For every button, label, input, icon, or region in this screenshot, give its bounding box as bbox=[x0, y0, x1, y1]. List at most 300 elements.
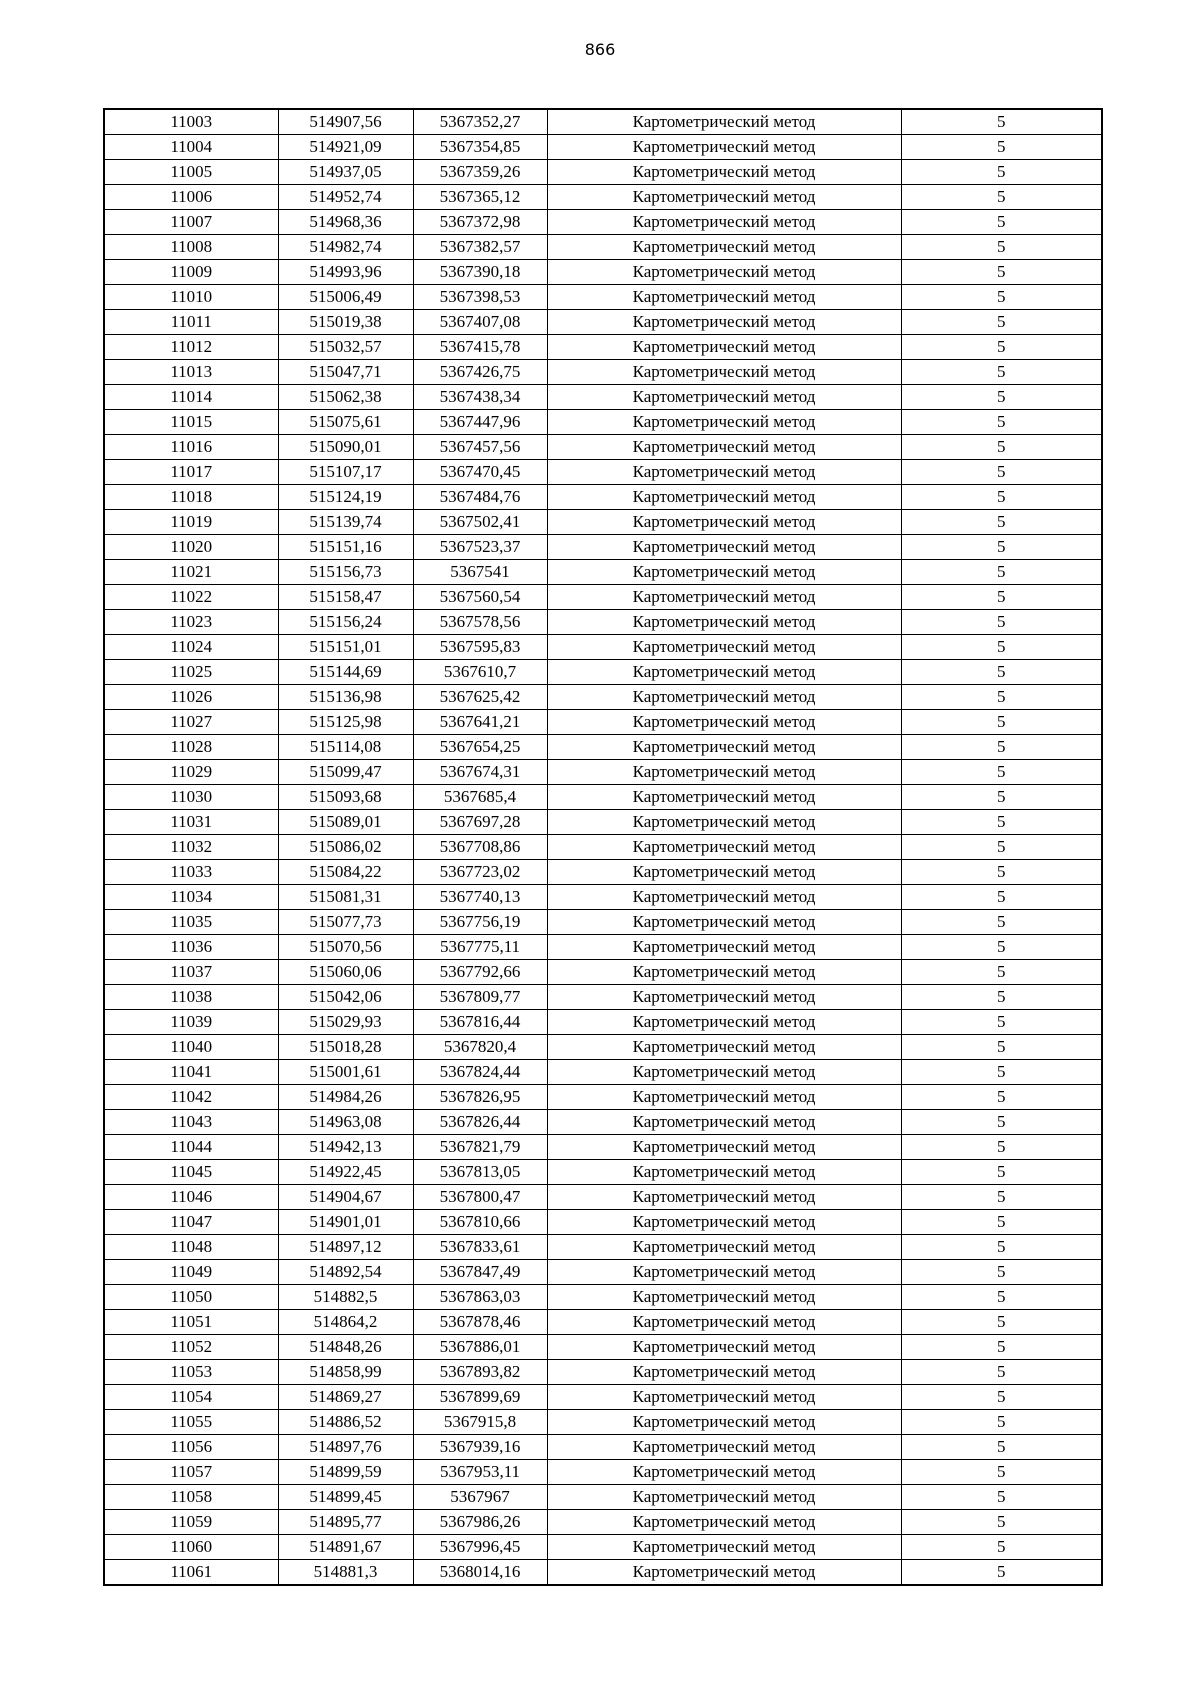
y-coordinate-cell: 5367407,08 bbox=[413, 310, 547, 335]
method-cell: Картометрический метод bbox=[547, 1385, 901, 1410]
y-coordinate-cell: 5367967 bbox=[413, 1485, 547, 1510]
accuracy-cell: 5 bbox=[901, 1335, 1102, 1360]
method-cell: Картометрический метод bbox=[547, 1110, 901, 1135]
table-row bbox=[104, 1010, 1102, 1035]
y-coordinate-cell: 5367438,34 bbox=[413, 385, 547, 410]
accuracy-cell: 5 bbox=[901, 810, 1102, 835]
y-coordinate-cell: 5367484,76 bbox=[413, 485, 547, 510]
accuracy-cell: 5 bbox=[901, 310, 1102, 335]
x-coordinate-cell: 514901,01 bbox=[278, 1210, 413, 1235]
x-coordinate-cell: 515151,01 bbox=[278, 635, 413, 660]
accuracy-cell: 5 bbox=[901, 1010, 1102, 1035]
y-coordinate-cell: 5367996,45 bbox=[413, 1535, 547, 1560]
table-row bbox=[104, 160, 1102, 185]
y-coordinate-cell: 5367654,25 bbox=[413, 735, 547, 760]
table-row bbox=[104, 1235, 1102, 1260]
x-coordinate-cell: 514904,67 bbox=[278, 1185, 413, 1210]
method-cell: Картометрический метод bbox=[547, 1260, 901, 1285]
x-coordinate-cell: 514864,2 bbox=[278, 1310, 413, 1335]
x-coordinate-cell: 514895,77 bbox=[278, 1510, 413, 1535]
y-coordinate-cell: 5367641,21 bbox=[413, 710, 547, 735]
x-coordinate-cell: 514993,96 bbox=[278, 260, 413, 285]
method-cell: Картометрический метод bbox=[547, 1485, 901, 1510]
method-cell: Картометрический метод bbox=[547, 885, 901, 910]
y-coordinate-cell: 5367810,66 bbox=[413, 1210, 547, 1235]
point-number-cell: 11022 bbox=[104, 585, 278, 610]
point-number-cell: 11014 bbox=[104, 385, 278, 410]
y-coordinate-cell: 5367382,57 bbox=[413, 235, 547, 260]
x-coordinate-cell: 514858,99 bbox=[278, 1360, 413, 1385]
table-row bbox=[104, 635, 1102, 660]
point-number-cell: 11059 bbox=[104, 1510, 278, 1535]
table-row bbox=[104, 685, 1102, 710]
x-coordinate-cell: 515070,56 bbox=[278, 935, 413, 960]
table-row bbox=[104, 385, 1102, 410]
point-number-cell: 11047 bbox=[104, 1210, 278, 1235]
method-cell: Картометрический метод bbox=[547, 685, 901, 710]
x-coordinate-cell: 514899,59 bbox=[278, 1460, 413, 1485]
table-row bbox=[104, 1485, 1102, 1510]
method-cell: Картометрический метод bbox=[547, 935, 901, 960]
y-coordinate-cell: 5367365,12 bbox=[413, 185, 547, 210]
accuracy-cell: 5 bbox=[901, 1510, 1102, 1535]
method-cell: Картометрический метод bbox=[547, 1085, 901, 1110]
method-cell: Картометрический метод bbox=[547, 835, 901, 860]
table-row bbox=[104, 735, 1102, 760]
x-coordinate-cell: 515047,71 bbox=[278, 360, 413, 385]
table-row bbox=[104, 1385, 1102, 1410]
point-number-cell: 11060 bbox=[104, 1535, 278, 1560]
point-number-cell: 11017 bbox=[104, 460, 278, 485]
point-number-cell: 11039 bbox=[104, 1010, 278, 1035]
accuracy-cell: 5 bbox=[901, 1385, 1102, 1410]
y-coordinate-cell: 5367595,83 bbox=[413, 635, 547, 660]
method-cell: Картометрический метод bbox=[547, 1185, 901, 1210]
method-cell: Картометрический метод bbox=[547, 160, 901, 185]
y-coordinate-cell: 5367740,13 bbox=[413, 885, 547, 910]
method-cell: Картометрический метод bbox=[547, 910, 901, 935]
point-number-cell: 11024 bbox=[104, 635, 278, 660]
y-coordinate-cell: 5367939,16 bbox=[413, 1435, 547, 1460]
y-coordinate-cell: 5367372,98 bbox=[413, 210, 547, 235]
method-cell: Картометрический метод bbox=[547, 1035, 901, 1060]
table-row bbox=[104, 1410, 1102, 1435]
y-coordinate-cell: 5367820,4 bbox=[413, 1035, 547, 1060]
accuracy-cell: 5 bbox=[901, 710, 1102, 735]
x-coordinate-cell: 514882,5 bbox=[278, 1285, 413, 1310]
accuracy-cell: 5 bbox=[901, 160, 1102, 185]
accuracy-cell: 5 bbox=[901, 1560, 1102, 1586]
y-coordinate-cell: 5367697,28 bbox=[413, 810, 547, 835]
y-coordinate-cell: 5367775,11 bbox=[413, 935, 547, 960]
x-coordinate-cell: 515042,06 bbox=[278, 985, 413, 1010]
point-number-cell: 11031 bbox=[104, 810, 278, 835]
table-row bbox=[104, 210, 1102, 235]
x-coordinate-cell: 514937,05 bbox=[278, 160, 413, 185]
accuracy-cell: 5 bbox=[901, 985, 1102, 1010]
point-number-cell: 11013 bbox=[104, 360, 278, 385]
x-coordinate-cell: 514942,13 bbox=[278, 1135, 413, 1160]
x-coordinate-cell: 515156,24 bbox=[278, 610, 413, 635]
x-coordinate-cell: 515093,68 bbox=[278, 785, 413, 810]
table-row bbox=[104, 1110, 1102, 1135]
accuracy-cell: 5 bbox=[901, 1060, 1102, 1085]
y-coordinate-cell: 5367826,44 bbox=[413, 1110, 547, 1135]
point-number-cell: 11018 bbox=[104, 485, 278, 510]
x-coordinate-cell: 515060,06 bbox=[278, 960, 413, 985]
y-coordinate-cell: 5367390,18 bbox=[413, 260, 547, 285]
point-number-cell: 11007 bbox=[104, 210, 278, 235]
accuracy-cell: 5 bbox=[901, 960, 1102, 985]
point-number-cell: 11029 bbox=[104, 760, 278, 785]
x-coordinate-cell: 515114,08 bbox=[278, 735, 413, 760]
method-cell: Картометрический метод bbox=[547, 660, 901, 685]
method-cell: Картометрический метод bbox=[547, 610, 901, 635]
table-row bbox=[104, 1560, 1102, 1586]
y-coordinate-cell: 5367986,26 bbox=[413, 1510, 547, 1535]
x-coordinate-cell: 514907,56 bbox=[278, 109, 413, 135]
x-coordinate-cell: 515151,16 bbox=[278, 535, 413, 560]
point-number-cell: 11019 bbox=[104, 510, 278, 535]
table-row bbox=[104, 1260, 1102, 1285]
y-coordinate-cell: 5367800,47 bbox=[413, 1185, 547, 1210]
x-coordinate-cell: 514848,26 bbox=[278, 1335, 413, 1360]
accuracy-cell: 5 bbox=[901, 660, 1102, 685]
y-coordinate-cell: 5367816,44 bbox=[413, 1010, 547, 1035]
x-coordinate-cell: 514899,45 bbox=[278, 1485, 413, 1510]
method-cell: Картометрический метод bbox=[547, 1010, 901, 1035]
x-coordinate-cell: 514921,09 bbox=[278, 135, 413, 160]
accuracy-cell: 5 bbox=[901, 109, 1102, 135]
x-coordinate-cell: 515158,47 bbox=[278, 585, 413, 610]
table-row bbox=[104, 1060, 1102, 1085]
point-number-cell: 11034 bbox=[104, 885, 278, 910]
accuracy-cell: 5 bbox=[901, 1285, 1102, 1310]
x-coordinate-cell: 514952,74 bbox=[278, 185, 413, 210]
y-coordinate-cell: 5367756,19 bbox=[413, 910, 547, 935]
table-row bbox=[104, 510, 1102, 535]
table-row bbox=[104, 885, 1102, 910]
y-coordinate-cell: 5367578,56 bbox=[413, 610, 547, 635]
y-coordinate-cell: 5367674,31 bbox=[413, 760, 547, 785]
y-coordinate-cell: 5367359,26 bbox=[413, 160, 547, 185]
method-cell: Картометрический метод bbox=[547, 260, 901, 285]
x-coordinate-cell: 515081,31 bbox=[278, 885, 413, 910]
table-row bbox=[104, 1510, 1102, 1535]
y-coordinate-cell: 5367893,82 bbox=[413, 1360, 547, 1385]
x-coordinate-cell: 515075,61 bbox=[278, 410, 413, 435]
accuracy-cell: 5 bbox=[901, 610, 1102, 635]
point-number-cell: 11056 bbox=[104, 1435, 278, 1460]
accuracy-cell: 5 bbox=[901, 585, 1102, 610]
table-row bbox=[104, 1535, 1102, 1560]
x-coordinate-cell: 514897,12 bbox=[278, 1235, 413, 1260]
method-cell: Картометрический метод bbox=[547, 585, 901, 610]
method-cell: Картометрический метод bbox=[547, 310, 901, 335]
x-coordinate-cell: 515107,17 bbox=[278, 460, 413, 485]
y-coordinate-cell: 5367886,01 bbox=[413, 1335, 547, 1360]
method-cell: Картометрический метод bbox=[547, 460, 901, 485]
accuracy-cell: 5 bbox=[901, 735, 1102, 760]
y-coordinate-cell: 5367708,86 bbox=[413, 835, 547, 860]
y-coordinate-cell: 5367523,37 bbox=[413, 535, 547, 560]
table-row bbox=[104, 1360, 1102, 1385]
y-coordinate-cell: 5367878,46 bbox=[413, 1310, 547, 1335]
accuracy-cell: 5 bbox=[901, 885, 1102, 910]
table-row bbox=[104, 1285, 1102, 1310]
method-cell: Картометрический метод bbox=[547, 960, 901, 985]
y-coordinate-cell: 5367824,44 bbox=[413, 1060, 547, 1085]
accuracy-cell: 5 bbox=[901, 1460, 1102, 1485]
point-number-cell: 11008 bbox=[104, 235, 278, 260]
accuracy-cell: 5 bbox=[901, 1435, 1102, 1460]
y-coordinate-cell: 5367625,42 bbox=[413, 685, 547, 710]
accuracy-cell: 5 bbox=[901, 1135, 1102, 1160]
point-number-cell: 11025 bbox=[104, 660, 278, 685]
y-coordinate-cell: 5367447,96 bbox=[413, 410, 547, 435]
accuracy-cell: 5 bbox=[901, 460, 1102, 485]
accuracy-cell: 5 bbox=[901, 935, 1102, 960]
accuracy-cell: 5 bbox=[901, 510, 1102, 535]
y-coordinate-cell: 5367352,27 bbox=[413, 109, 547, 135]
method-cell: Картометрический метод bbox=[547, 635, 901, 660]
x-coordinate-cell: 514881,3 bbox=[278, 1560, 413, 1586]
method-cell: Картометрический метод bbox=[547, 1135, 901, 1160]
method-cell: Картометрический метод bbox=[547, 109, 901, 135]
x-coordinate-cell: 514968,36 bbox=[278, 210, 413, 235]
point-number-cell: 11049 bbox=[104, 1260, 278, 1285]
point-number-cell: 11023 bbox=[104, 610, 278, 635]
point-number-cell: 11010 bbox=[104, 285, 278, 310]
method-cell: Картометрический метод bbox=[547, 385, 901, 410]
x-coordinate-cell: 515089,01 bbox=[278, 810, 413, 835]
method-cell: Картометрический метод bbox=[547, 1210, 901, 1235]
accuracy-cell: 5 bbox=[901, 410, 1102, 435]
point-number-cell: 11032 bbox=[104, 835, 278, 860]
table-row bbox=[104, 1035, 1102, 1060]
x-coordinate-cell: 515125,98 bbox=[278, 710, 413, 735]
point-number-cell: 11041 bbox=[104, 1060, 278, 1085]
y-coordinate-cell: 5367826,95 bbox=[413, 1085, 547, 1110]
y-coordinate-cell: 5367821,79 bbox=[413, 1135, 547, 1160]
table-row bbox=[104, 535, 1102, 560]
table-row bbox=[104, 109, 1102, 135]
point-number-cell: 11009 bbox=[104, 260, 278, 285]
table-row bbox=[104, 1160, 1102, 1185]
accuracy-cell: 5 bbox=[901, 1160, 1102, 1185]
y-coordinate-cell: 5367610,7 bbox=[413, 660, 547, 685]
method-cell: Картометрический метод bbox=[547, 1060, 901, 1085]
point-number-cell: 11016 bbox=[104, 435, 278, 460]
table-row bbox=[104, 1435, 1102, 1460]
point-number-cell: 11061 bbox=[104, 1560, 278, 1586]
point-number-cell: 11051 bbox=[104, 1310, 278, 1335]
point-number-cell: 11054 bbox=[104, 1385, 278, 1410]
accuracy-cell: 5 bbox=[901, 285, 1102, 310]
method-cell: Картометрический метод bbox=[547, 1335, 901, 1360]
y-coordinate-cell: 5367809,77 bbox=[413, 985, 547, 1010]
x-coordinate-cell: 515032,57 bbox=[278, 335, 413, 360]
y-coordinate-cell: 5367863,03 bbox=[413, 1285, 547, 1310]
table-row bbox=[104, 985, 1102, 1010]
x-coordinate-cell: 515006,49 bbox=[278, 285, 413, 310]
method-cell: Картометрический метод bbox=[547, 1460, 901, 1485]
accuracy-cell: 5 bbox=[901, 435, 1102, 460]
y-coordinate-cell: 5367899,69 bbox=[413, 1385, 547, 1410]
method-cell: Картометрический метод bbox=[547, 1560, 901, 1586]
coordinates-table-body bbox=[104, 109, 1102, 1585]
table-row bbox=[104, 310, 1102, 335]
point-number-cell: 11004 bbox=[104, 135, 278, 160]
point-number-cell: 11006 bbox=[104, 185, 278, 210]
table-row bbox=[104, 835, 1102, 860]
table-row bbox=[104, 360, 1102, 385]
accuracy-cell: 5 bbox=[901, 535, 1102, 560]
point-number-cell: 11045 bbox=[104, 1160, 278, 1185]
point-number-cell: 11028 bbox=[104, 735, 278, 760]
table-row bbox=[104, 260, 1102, 285]
y-coordinate-cell: 5367541 bbox=[413, 560, 547, 585]
x-coordinate-cell: 514886,52 bbox=[278, 1410, 413, 1435]
method-cell: Картометрический метод bbox=[547, 285, 901, 310]
point-number-cell: 11021 bbox=[104, 560, 278, 585]
method-cell: Картометрический метод bbox=[547, 985, 901, 1010]
point-number-cell: 11050 bbox=[104, 1285, 278, 1310]
accuracy-cell: 5 bbox=[901, 1360, 1102, 1385]
method-cell: Картометрический метод bbox=[547, 1360, 901, 1385]
accuracy-cell: 5 bbox=[901, 1085, 1102, 1110]
table-row bbox=[104, 610, 1102, 635]
table-row bbox=[104, 910, 1102, 935]
point-number-cell: 11042 bbox=[104, 1085, 278, 1110]
y-coordinate-cell: 5367833,61 bbox=[413, 1235, 547, 1260]
y-coordinate-cell: 5367847,49 bbox=[413, 1260, 547, 1285]
method-cell: Картометрический метод bbox=[547, 235, 901, 260]
accuracy-cell: 5 bbox=[901, 1235, 1102, 1260]
table-row bbox=[104, 435, 1102, 460]
method-cell: Картометрический метод bbox=[547, 760, 901, 785]
x-coordinate-cell: 514984,26 bbox=[278, 1085, 413, 1110]
x-coordinate-cell: 515144,69 bbox=[278, 660, 413, 685]
method-cell: Картометрический метод bbox=[547, 1535, 901, 1560]
table-row bbox=[104, 785, 1102, 810]
accuracy-cell: 5 bbox=[901, 385, 1102, 410]
table-row bbox=[104, 410, 1102, 435]
method-cell: Картометрический метод bbox=[547, 735, 901, 760]
accuracy-cell: 5 bbox=[901, 135, 1102, 160]
x-coordinate-cell: 515019,38 bbox=[278, 310, 413, 335]
point-number-cell: 11052 bbox=[104, 1335, 278, 1360]
table-row bbox=[104, 935, 1102, 960]
y-coordinate-cell: 5367813,05 bbox=[413, 1160, 547, 1185]
x-coordinate-cell: 514922,45 bbox=[278, 1160, 413, 1185]
method-cell: Картометрический метод bbox=[547, 410, 901, 435]
accuracy-cell: 5 bbox=[901, 1185, 1102, 1210]
accuracy-cell: 5 bbox=[901, 1110, 1102, 1135]
point-number-cell: 11037 bbox=[104, 960, 278, 985]
point-number-cell: 11015 bbox=[104, 410, 278, 435]
accuracy-cell: 5 bbox=[901, 335, 1102, 360]
method-cell: Картометрический метод bbox=[547, 185, 901, 210]
method-cell: Картометрический метод bbox=[547, 1235, 901, 1260]
accuracy-cell: 5 bbox=[901, 1535, 1102, 1560]
table-row bbox=[104, 1135, 1102, 1160]
table-row bbox=[104, 585, 1102, 610]
method-cell: Картометрический метод bbox=[547, 1285, 901, 1310]
table-row bbox=[104, 1335, 1102, 1360]
accuracy-cell: 5 bbox=[901, 560, 1102, 585]
accuracy-cell: 5 bbox=[901, 185, 1102, 210]
method-cell: Картометрический метод bbox=[547, 1435, 901, 1460]
y-coordinate-cell: 5367915,8 bbox=[413, 1410, 547, 1435]
method-cell: Картометрический метод bbox=[547, 785, 901, 810]
x-coordinate-cell: 515018,28 bbox=[278, 1035, 413, 1060]
method-cell: Картометрический метод bbox=[547, 1160, 901, 1185]
table-row bbox=[104, 860, 1102, 885]
y-coordinate-cell: 5367354,85 bbox=[413, 135, 547, 160]
method-cell: Картометрический метод bbox=[547, 535, 901, 560]
y-coordinate-cell: 5367685,4 bbox=[413, 785, 547, 810]
y-coordinate-cell: 5367470,45 bbox=[413, 460, 547, 485]
accuracy-cell: 5 bbox=[901, 1260, 1102, 1285]
point-number-cell: 11036 bbox=[104, 935, 278, 960]
method-cell: Картометрический метод bbox=[547, 1410, 901, 1435]
table-row bbox=[104, 710, 1102, 735]
point-number-cell: 11044 bbox=[104, 1135, 278, 1160]
table-row bbox=[104, 760, 1102, 785]
point-number-cell: 11048 bbox=[104, 1235, 278, 1260]
point-number-cell: 11040 bbox=[104, 1035, 278, 1060]
table-row bbox=[104, 485, 1102, 510]
table-row bbox=[104, 1185, 1102, 1210]
point-number-cell: 11038 bbox=[104, 985, 278, 1010]
accuracy-cell: 5 bbox=[901, 1310, 1102, 1335]
point-number-cell: 11011 bbox=[104, 310, 278, 335]
x-coordinate-cell: 515029,93 bbox=[278, 1010, 413, 1035]
page-number: 866 bbox=[584, 40, 616, 59]
method-cell: Картометрический метод bbox=[547, 485, 901, 510]
method-cell: Картометрический метод bbox=[547, 360, 901, 385]
x-coordinate-cell: 514869,27 bbox=[278, 1385, 413, 1410]
table-row bbox=[104, 1310, 1102, 1335]
table-row bbox=[104, 135, 1102, 160]
table-row bbox=[104, 235, 1102, 260]
table-row bbox=[104, 460, 1102, 485]
x-coordinate-cell: 515077,73 bbox=[278, 910, 413, 935]
accuracy-cell: 5 bbox=[901, 1210, 1102, 1235]
table-row bbox=[104, 285, 1102, 310]
y-coordinate-cell: 5367953,11 bbox=[413, 1460, 547, 1485]
point-number-cell: 11035 bbox=[104, 910, 278, 935]
point-number-cell: 11030 bbox=[104, 785, 278, 810]
coordinates-table bbox=[103, 108, 1103, 1586]
method-cell: Картометрический метод bbox=[547, 1310, 901, 1335]
x-coordinate-cell: 515062,38 bbox=[278, 385, 413, 410]
x-coordinate-cell: 514897,76 bbox=[278, 1435, 413, 1460]
x-coordinate-cell: 514963,08 bbox=[278, 1110, 413, 1135]
table-row bbox=[104, 660, 1102, 685]
method-cell: Картометрический метод bbox=[547, 560, 901, 585]
y-coordinate-cell: 5367457,56 bbox=[413, 435, 547, 460]
x-coordinate-cell: 515001,61 bbox=[278, 1060, 413, 1085]
point-number-cell: 11005 bbox=[104, 160, 278, 185]
accuracy-cell: 5 bbox=[901, 260, 1102, 285]
accuracy-cell: 5 bbox=[901, 235, 1102, 260]
point-number-cell: 11026 bbox=[104, 685, 278, 710]
table-row bbox=[104, 560, 1102, 585]
table-row bbox=[104, 1210, 1102, 1235]
method-cell: Картометрический метод bbox=[547, 860, 901, 885]
